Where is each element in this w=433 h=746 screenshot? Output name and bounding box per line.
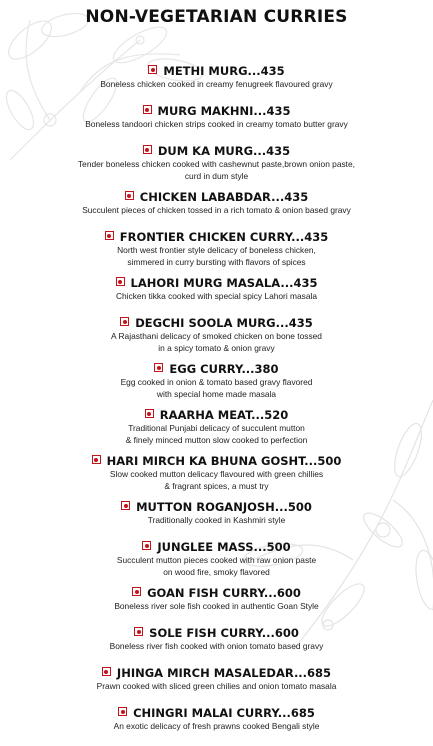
menu-item-description: Slow cooked mutton delicacy flavoured with green chillies (109, 469, 324, 479)
non-veg-symbol-icon (118, 707, 127, 716)
menu-item-name: JUNGLEE MASS...500 (157, 540, 291, 554)
menu-item-name: LAHORI MURG MASALA...435 (130, 276, 318, 290)
menu-item-title (0, 540, 433, 554)
non-veg-symbol-icon (125, 191, 134, 200)
menu-item-title (0, 454, 433, 468)
menu-item-description: Traditionally cooked in Kashmiri style (147, 515, 286, 525)
menu-item-description: Succulent pieces of chicken tossed in a rich tomato & onion based gravy (82, 205, 351, 215)
menu-item-title (0, 408, 433, 422)
non-veg-symbol-icon (116, 277, 125, 286)
non-veg-symbol-icon (143, 105, 152, 114)
menu-item-name: DUM KA MURG...435 (157, 144, 291, 158)
non-veg-symbol-icon (132, 587, 141, 596)
menu-item-description: Tender boneless chicken cooked with cashewnut paste,brown onion paste, (77, 159, 355, 169)
menu-item-description: on wood fire, smoky flavored (163, 566, 270, 577)
menu-item-name: JHINGA MIRCH MASALEDAR...685 (116, 666, 332, 680)
menu-item-title (0, 190, 433, 204)
menu-item-description: North west frontier style delicacy of boneless chicken, (117, 245, 316, 255)
menu-item-description: & fragrant spices, a must try (164, 480, 269, 491)
menu-item-name: CHICKEN LABABDAR...435 (139, 190, 309, 204)
menu-item (0, 586, 433, 626)
menu-item (0, 64, 433, 104)
menu-item (0, 454, 433, 500)
menu-item (0, 666, 433, 706)
non-veg-symbol-icon (143, 145, 152, 154)
menu-item (0, 500, 433, 540)
menu-item-description: Boneless river fish cooked with onion tomato based gravy (109, 641, 324, 651)
menu-item-name: HARI MIRCH KA BHUNA GOSHT...500 (106, 454, 342, 468)
non-veg-symbol-icon (105, 231, 114, 240)
menu-item-title (0, 64, 433, 78)
menu-item-title (0, 626, 433, 640)
menu-item-title (0, 276, 433, 290)
menu-item (0, 316, 433, 362)
menu-item-name: METHI MURG...435 (163, 64, 285, 78)
menu-item-title (0, 144, 433, 158)
non-veg-symbol-icon (145, 409, 154, 418)
menu-item-description: in a spicy tomato & onion gravy (158, 342, 275, 353)
non-veg-symbol-icon (120, 317, 129, 326)
menu-item (0, 276, 433, 316)
menu-item-name: SOLE FISH CURRY...600 (149, 626, 299, 640)
menu-item-description: Boneless tandoori chicken strips cooked in creamy tomato butter gravy (85, 119, 348, 129)
non-veg-symbol-icon (102, 667, 111, 676)
non-veg-symbol-icon (148, 65, 157, 74)
menu-item-name: MURG MAKHNI...435 (157, 104, 291, 118)
menu-item-description: Traditional Punjabi delicacy of succulent mutton (128, 423, 305, 433)
menu-item (0, 144, 433, 190)
menu-list (0, 64, 433, 746)
non-veg-symbol-icon (154, 363, 163, 372)
menu-item-name: MUTTON ROGANJOSH...500 (136, 500, 312, 514)
menu-item (0, 706, 433, 746)
menu-item-description: Prawn cooked with sliced green chilies and onion tomato masala (96, 681, 337, 691)
menu-item-name: FRONTIER CHICKEN CURRY...435 (119, 230, 329, 244)
menu-item-name: GOAN FISH CURRY...600 (147, 586, 301, 600)
menu-item-title (0, 500, 433, 514)
menu-item (0, 190, 433, 230)
menu-item (0, 540, 433, 586)
menu-item (0, 626, 433, 666)
menu-item-description: & finely minced mutton slow cooked to perfection (125, 434, 308, 445)
menu-item-description: simmered in curry bursting with flavors of spices (127, 256, 306, 267)
menu-item-title (0, 316, 433, 330)
menu-item-name: CHINGRI MALAI CURRY...685 (133, 706, 315, 720)
non-veg-symbol-icon (121, 501, 130, 510)
menu-item-title (0, 362, 433, 376)
menu-item-title (0, 230, 433, 244)
menu-item-title (0, 586, 433, 600)
menu-item-title (0, 706, 433, 720)
menu-item-description: Egg cooked in onion & tomato based gravy flavored (120, 377, 313, 387)
menu-item-name: RAARHA MEAT...520 (159, 408, 289, 422)
menu-item-description: Chicken tikka cooked with special spicy Lahori masala (115, 291, 318, 301)
menu-item (0, 408, 433, 454)
menu-item-description: An exotic delicacy of fresh prawns cooked Bengali style (113, 721, 320, 731)
menu-item (0, 230, 433, 276)
menu-item-title (0, 104, 433, 118)
menu-item-description: Boneless chicken cooked in creamy fenugreek flavoured gravy (100, 79, 333, 89)
non-veg-symbol-icon (134, 627, 143, 636)
menu-item-title (0, 666, 433, 680)
menu-item-name: DEGCHI SOOLA MURG...435 (135, 316, 313, 330)
menu-item-description: with special home made masala (156, 388, 277, 399)
menu-item-description: Boneless river sole fish cooked in authentic Goan Style (114, 601, 319, 611)
menu-item-description: Succulent mutton pieces cooked with raw onion paste (116, 555, 317, 565)
page-title: NON-VEGETARIAN CURRIES (85, 7, 348, 27)
menu-item (0, 362, 433, 408)
non-veg-symbol-icon (92, 455, 101, 464)
menu-item (0, 104, 433, 144)
menu-item-name: EGG CURRY...380 (169, 362, 279, 376)
non-veg-symbol-icon (142, 541, 151, 550)
menu-item-description: curd in dum style (184, 170, 249, 181)
menu-item-description: A Rajasthani delicacy of smoked chicken on bone tossed (111, 331, 322, 341)
